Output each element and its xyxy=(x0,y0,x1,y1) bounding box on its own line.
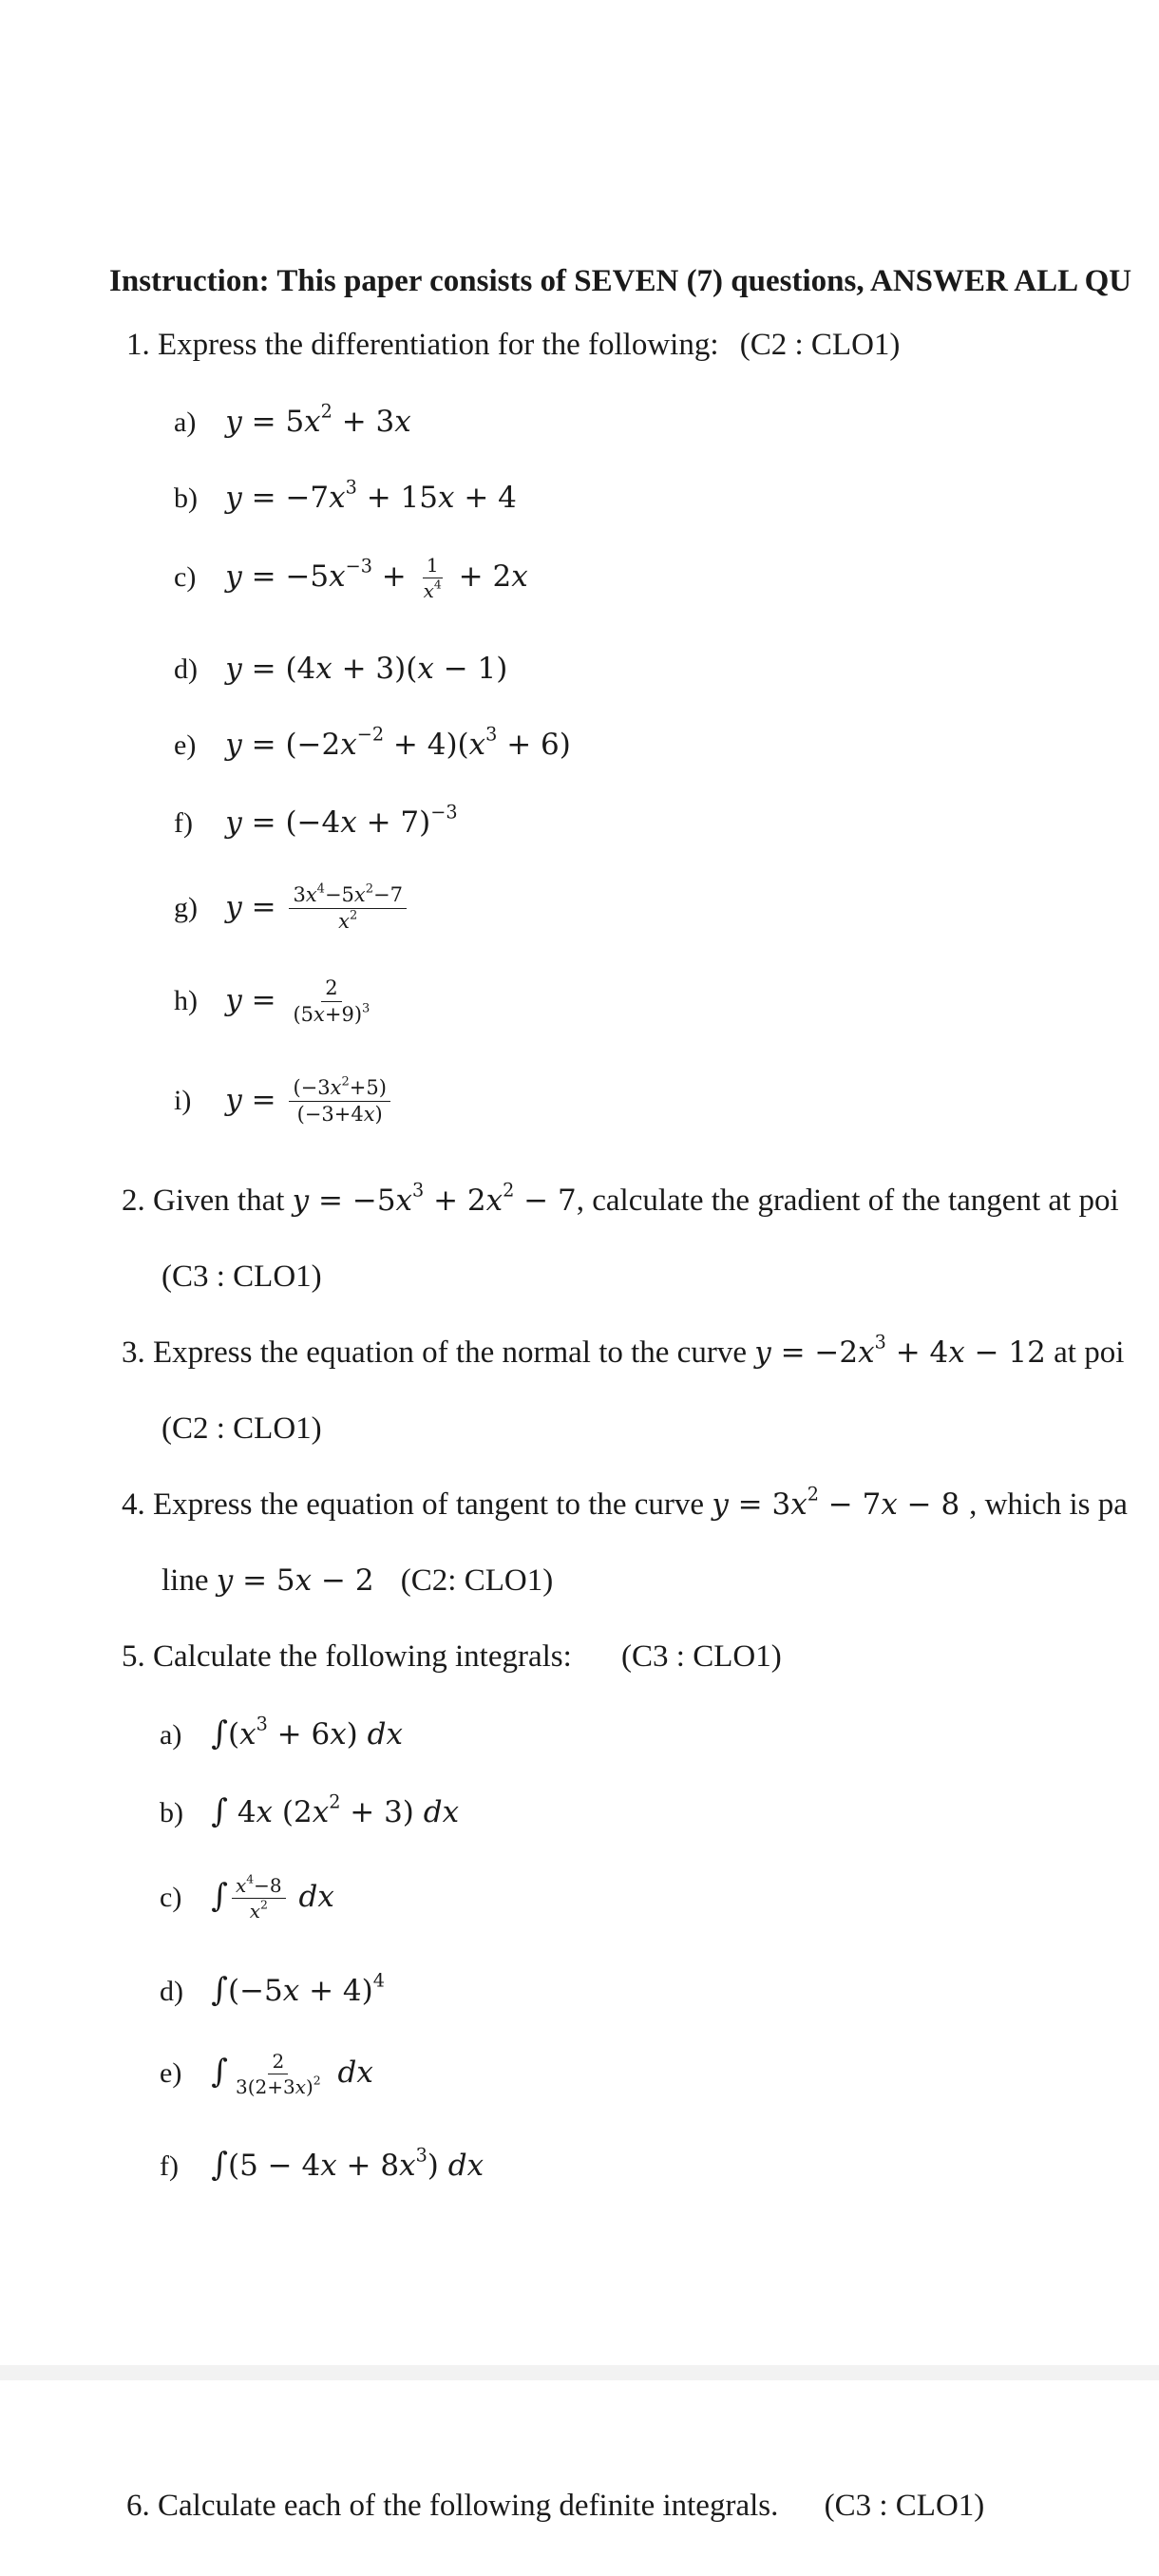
question-text: Given that xyxy=(153,1184,293,1218)
question-number: 3. xyxy=(122,1335,145,1370)
q1-item-f xyxy=(174,801,458,840)
q1-item-e xyxy=(174,723,571,762)
question-number: 2. xyxy=(122,1184,145,1218)
item-label: a) xyxy=(174,407,197,438)
item-label: a) xyxy=(160,1719,182,1751)
math-expression: ∫ $\frac{2}{3(2+3x)^2}$ dx xyxy=(211,2050,373,2098)
item-label: d) xyxy=(174,653,198,685)
q1-item-h xyxy=(174,978,377,1025)
q5-item-c xyxy=(160,1871,334,1923)
math-expression: $y = (-2x^{-2} + 4)(x^3 + 6)$ xyxy=(225,723,571,762)
clo-code: (C3 : CLO1) xyxy=(162,1260,322,1294)
math-expression: $y = -5x^3 + 2x^2 - 7$ xyxy=(292,1179,577,1218)
item-label: e) xyxy=(160,2057,182,2089)
item-label: h) xyxy=(174,985,198,1016)
question-number: 6. xyxy=(126,2489,150,2523)
question-text: line xyxy=(162,1563,217,1598)
item-label: f) xyxy=(174,807,193,839)
question-text-continued: , calculate the gradient of the tangent at poi xyxy=(576,1184,1119,1218)
item-label: b) xyxy=(174,483,198,514)
question-1 xyxy=(126,330,900,361)
item-label: c) xyxy=(160,1882,182,1913)
q5-item-a xyxy=(160,1713,403,1752)
math-expression: $y = (-4x + 7)^{-3}$ xyxy=(225,801,458,840)
math-expression: y = $\frac{2}{(5x+9)^3}$ xyxy=(225,976,370,1026)
item-label: c) xyxy=(174,561,197,593)
question-3 xyxy=(122,1331,1125,1370)
question-text: Calculate the following integrals: xyxy=(153,1639,572,1674)
math-expression: $y = -7x^3 + 15x + 4$ xyxy=(225,476,517,515)
q1-item-a xyxy=(174,400,411,439)
clo-code: (C2 : CLO1) xyxy=(162,1411,322,1446)
math-expression: y = (4x + 3)(x − 1) xyxy=(225,652,508,686)
question-text-continued: at poi xyxy=(1045,1335,1125,1370)
q1-item-d xyxy=(174,653,507,685)
clo-code: (C3 : CLO1) xyxy=(824,2489,985,2523)
q5-item-d xyxy=(160,1969,385,2009)
item-label: f) xyxy=(160,2150,179,2182)
item-label: g) xyxy=(174,892,198,923)
clo-code: (C2 : CLO1) xyxy=(739,328,901,362)
q1-item-g xyxy=(174,881,410,933)
clo-code: (C2: CLO1) xyxy=(400,1563,554,1598)
q1-item-c xyxy=(174,556,528,600)
q5-item-b xyxy=(160,1790,460,1830)
question-number: 5. xyxy=(122,1639,145,1674)
item-label: b) xyxy=(160,1797,183,1828)
question-text: Express the differentiation for the following: xyxy=(158,328,719,362)
item-label: e) xyxy=(174,729,197,761)
math-expression: $y = 5x^2 + 3x$ xyxy=(225,400,411,439)
clo-code: (C3 : CLO1) xyxy=(621,1639,782,1674)
math-expression: $y = 3x^2 - 7x - 8$ xyxy=(712,1483,970,1522)
item-label: i) xyxy=(174,1085,192,1116)
q5-item-f xyxy=(160,2144,484,2184)
question-text: Express the equation of the normal to the curve xyxy=(153,1335,755,1370)
question-6 xyxy=(126,2491,984,2522)
question-text-continued: , which is pa xyxy=(969,1487,1128,1522)
question-5 xyxy=(122,1641,782,1673)
math-expression: ∫ $\frac{x^4-8}{x^2}$ dx xyxy=(211,1871,334,1923)
instruction-line: Instruction: This paper consists of SEVEN (7) questions, ANSWER ALL QU xyxy=(109,264,1132,298)
question-number: 1. xyxy=(126,328,150,362)
question-number: 4. xyxy=(122,1487,145,1522)
math-expression: y = $\frac{(-3x^2+5)}{(-3+4x)}$ xyxy=(225,1083,394,1117)
question-2 xyxy=(122,1179,1119,1218)
math-expression: $\int(5 - 4x + 8x^3)$ dx xyxy=(211,2144,484,2184)
math-expression: $\int(-5x + 4)^4$ xyxy=(211,1969,385,2009)
q1-item-b xyxy=(174,476,517,515)
item-label: d) xyxy=(160,1976,183,2007)
page-break-band xyxy=(0,2365,1159,2380)
math-expression: $y = -2x^3 + 4x - 12$ xyxy=(754,1331,1046,1370)
question-4 xyxy=(122,1483,1128,1522)
question-4-line-2 xyxy=(162,1565,553,1597)
question-text: Calculate each of the following definite integrals. xyxy=(158,2489,779,2523)
question-text: Express the equation of tangent to the curve xyxy=(153,1487,712,1522)
math-expression: $y = -5x^{-3}$ + $\frac{1}{x^4}$ + 2x xyxy=(225,554,528,602)
q5-item-e xyxy=(160,2052,373,2096)
math-expression: ∫ 4x $(2x^2 + 3)$ dx xyxy=(211,1790,460,1830)
math-expression: y = 5x − 2 xyxy=(216,1563,374,1598)
math-expression: y = $\frac{3x^4-5x^2-7}{x^2}$ xyxy=(225,890,410,924)
math-expression: $\int(x^3 + 6x)$ dx xyxy=(211,1713,403,1752)
q1-item-i xyxy=(174,1074,394,1126)
